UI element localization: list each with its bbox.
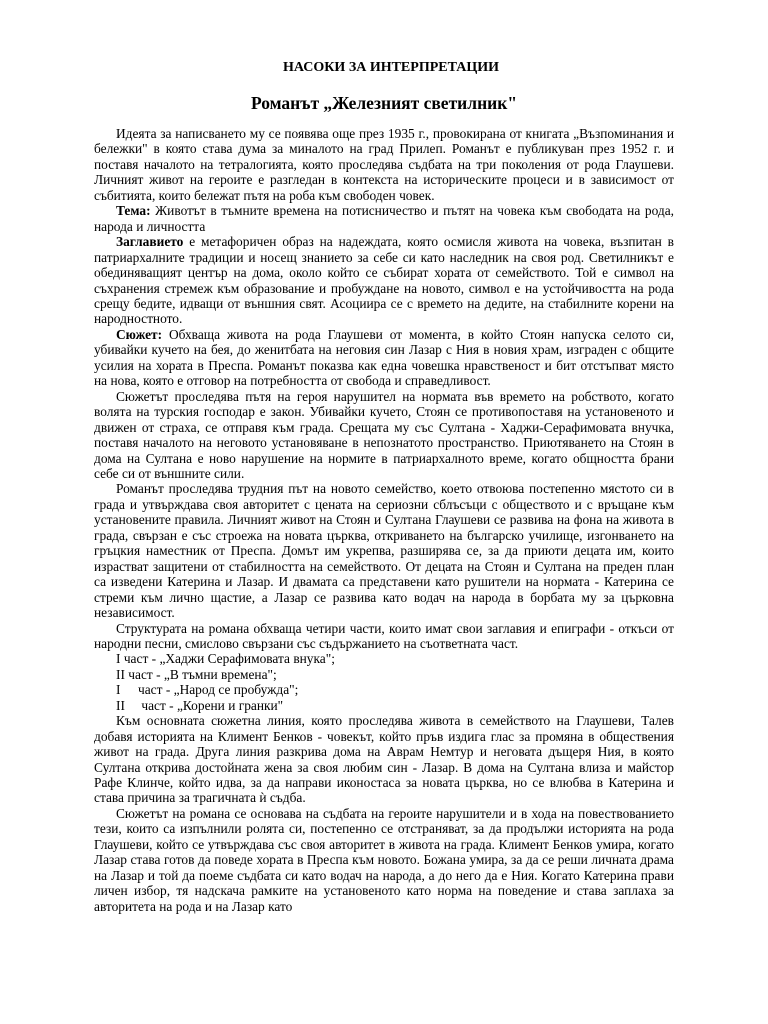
title-meaning-text: е метафоричен образ на надеждата, която осмисля живота на човека, възпитан в патриархалните традиции и носещ знанието за себе си като наследник на своя род. Светилникът е обединяващият център на дома, около който се събират хората от семейството. Той е символ на съхранения стремеж към образование и пробуждане на новото, символ е на устойчивостта на рода срещу бедите, идващи от външния свят. Асоциира се с времето на дедите, на стабилните корени на народностното. — [94, 234, 674, 327]
paragraph-plot-hero: Сюжетът проследява пътя на героя нарушител на нормата във времето на робството, когато волята на турския господар е закон. Убивайки кучето, Стоян се противопоставя на установеното и движен от страха, се отправя към града. Срещата му със Султана - Хаджи-Серафимовата внучка, поставя началото на неговото установяване в непознатото пространство. Приютяването на Стоян в дома на Султана е ново нарушение на нормите в патриархалното време, когато общността брани себе си от външните сили. — [94, 388, 674, 481]
list-item — [94, 682, 674, 697]
paragraph-title-meaning — [94, 234, 674, 327]
document-title: Романът „Железният светилник" — [250, 93, 518, 113]
list-item — [94, 667, 674, 682]
title-meaning-label: Заглавието — [116, 234, 184, 250]
list-item — [94, 651, 674, 666]
paragraph-theme — [94, 203, 674, 234]
theme-label: Тема: — [116, 203, 151, 219]
theme-text: Животът в тъмните времена на потисничество и пътят на човека към свободата на рода, народа и личността — [94, 203, 674, 234]
part-number: I — [116, 651, 121, 667]
document-page — [94, 60, 674, 914]
part-number: I — [116, 682, 121, 698]
part-title: част - „Народ се пробужда"; — [138, 682, 299, 698]
part-title: част - „Корени и гранки" — [138, 697, 284, 713]
parts-list — [94, 651, 674, 713]
plot-label: Сюжет: — [116, 326, 163, 342]
part-title: част - „Хаджи Серафимовата внука"; — [120, 651, 335, 667]
paragraph-storylines: Към основната сюжетна линия, която проследява живота в семейството на Глаушеви, Талев добавя историята на Климент Бенков - човекът, който пръв издига глас за промяна в обществения живот на града. Друга линия разкрива дома на Аврам Немтур и неговата дъщеря Ния, в която Султана открива достойната жена за своя любим син - Лазар. В дома на Султана влиза и майстор Рафе Клинче, който идва, за да направи иконостаса за новата църква, но се влюбва в Катерина и става причина за трагичната ѝ съдба. — [94, 713, 674, 806]
part-title: част - „В тъмни времена"; — [124, 666, 277, 682]
document-heading: НАСОКИ ЗА ИНТЕРПРЕТАЦИИ — [282, 60, 500, 75]
part-number: II — [116, 697, 125, 713]
paragraph-family-path: Романът проследява трудния път на новото семейство, което отвоюва постепенно мястото си в града и утвърждава своя авторитет с цената на сериозни сблъсъци с обществото и с връщане към установените правила. Личният живот на Стоян и Султана Глаушеви се развива на фона на живота в града, свързан е със строежа на новата църква, откриването на българско училище, изгонването на гръцкия наместник от Преспа. Домът им укрепва, разширява се, за да приюти децата им, които израстват защитени от стабилността на семейството. От децата на Стоян и Султана на преден план са изведени Катерина и Лазар. И двамата са представени като рушители на нормата - Катерина се стреми към лично щастие, а Лазар се развива като водач на народа в борбата му за църковна независимост. — [94, 481, 674, 621]
plot-text: Обхваща живота на рода Глаушеви от момента, в който Стоян напуска селото си, убивайки кучето на бея, до женитбата на неговия син Лазар с Ния в новия храм, изграден с общите усилия на хората в Преспа. Романът показва как една човешка нравственост и бит отстъпват място на нова, която е отговор на потребността от свобода и справедливост. — [94, 326, 674, 389]
paragraph-intro: Идеята за написването му се появява още през 1935 г., провокирана от книгата „Възпоминания и бележки" в която става дума за миналото на град Прилеп. Романът е публикуван през 1952 г. и поставя началото на тетралогията, която проследява съдбата на три поколения от рода Глаушеви. Личният живот на героите е разгледан в контекста на историческите процеси и в зависимост от събитията, които бележат пътя на роба към свободен човек. — [94, 126, 674, 203]
part-number: II — [116, 666, 125, 682]
paragraph-plot-offenders: Сюжетът на романа се основава на съдбата на героите нарушители и в хода на повествованието тези, които са изпълнили ролята си, постепенно се отстраняват, за да продължи историята на рода Глаушеви, който се утвърждава със своя авторитет в живота на града. Климент Бенков умира, когато Лазар става готов да поведе хората в Преспа към новото. Божана умира, за да се реши личната драма на Лазар и той да поеме съдбата си като водач на народа, а до него да е Ния. Когато Катерина прави личен избор, тя надскача рамките на установеното като норма на поведение и става заплаха за авторитета на рода и на Лазар като — [94, 805, 674, 914]
list-item — [94, 698, 674, 713]
paragraph-structure: Структурата на романа обхваща четири части, които имат свои заглавия и епиграфи - откъси от народни песни, смислово свързани със съдържанието на съответната част. — [94, 620, 674, 651]
paragraph-plot — [94, 327, 674, 389]
